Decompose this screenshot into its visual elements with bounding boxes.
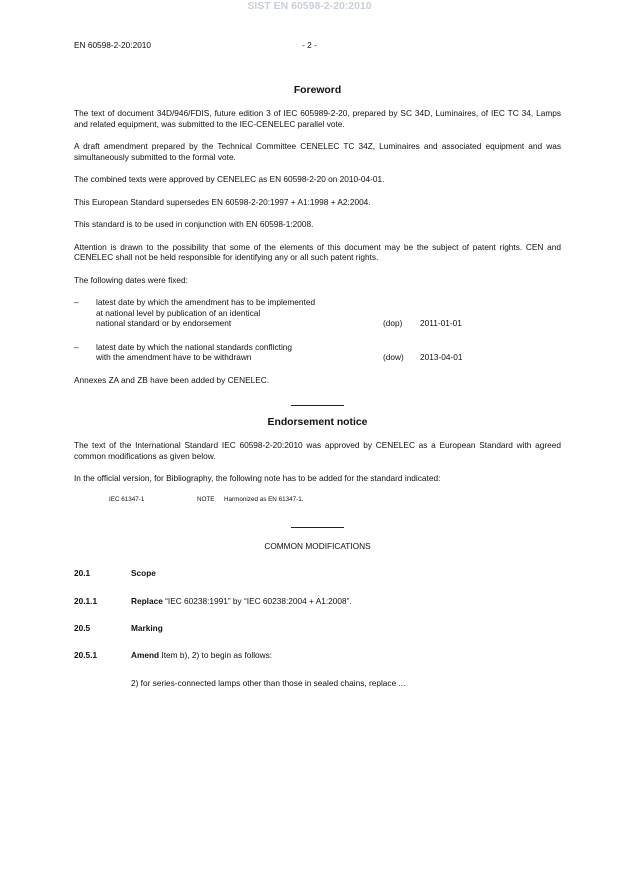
clause-number: 20.5.1 bbox=[74, 650, 98, 660]
clause-number: 20.1.1 bbox=[74, 596, 98, 606]
note-text: Harmonized as EN 61347-1. bbox=[224, 495, 304, 503]
date-item-dop bbox=[74, 297, 561, 329]
date-value: 2011-01-01 bbox=[420, 318, 462, 328]
endorsement-title: Endorsement notice bbox=[267, 417, 368, 428]
list-dash: – bbox=[74, 297, 79, 307]
date-description-line: latest date by which the national standards conflicting bbox=[96, 341, 293, 352]
clause-keyword: Replace bbox=[131, 596, 163, 606]
date-description-line: at national level by publication of an identical bbox=[96, 307, 261, 318]
modification-item bbox=[74, 596, 561, 607]
watermark: SIST EN 60598-2-20:2010 bbox=[247, 0, 372, 12]
section-divider bbox=[291, 405, 344, 406]
clause-keyword: Marking bbox=[131, 623, 163, 633]
clause-body bbox=[131, 623, 163, 634]
clause-text: Item b), 2) to begin as follows: bbox=[159, 650, 273, 660]
foreword-paragraph: The text of document 34D/946/FDIS, future edition 3 of IEC 605989-2-20, prepared by SC 34D, Luminaires, of IEC TC 34, Lamps and related equipment, was submitted to the IEC-CENELEC parallel vote. bbox=[74, 108, 561, 129]
date-description bbox=[96, 342, 381, 363]
list-dash: – bbox=[74, 341, 79, 352]
modification-item bbox=[74, 623, 561, 634]
header-doc-id: EN 60598-2-20:2010 bbox=[74, 40, 152, 50]
foreword-paragraph: The following dates were fixed: bbox=[74, 274, 188, 285]
modification-item bbox=[74, 568, 561, 579]
common-modifications-heading: COMMON MODIFICATIONS bbox=[264, 540, 371, 551]
modification-item bbox=[74, 650, 561, 661]
clause-keyword: Scope bbox=[131, 568, 156, 578]
note-standard: IEC 61347-1 bbox=[109, 495, 145, 503]
modification-subitem: 2) for series-connected lamps other than those in sealed chains, replace ... bbox=[131, 678, 406, 688]
foreword-paragraph: The combined texts were approved by CENELEC as EN 60598-2-20 on 2010-04-01. bbox=[74, 174, 385, 184]
clause-body bbox=[131, 568, 156, 579]
note-label: NOTE bbox=[197, 495, 215, 503]
clause-keyword: Amend bbox=[131, 650, 160, 660]
date-description-line: latest date by which the amendment has to be implemented bbox=[96, 297, 316, 307]
foreword-paragraph: A draft amendment prepared by the Technical Committee CENELEC TC 34Z, Luminaires and associated equipment and was simultaneously submitted to the formal vote. bbox=[74, 141, 561, 162]
endorsement-paragraph: The text of the International Standard IEC 60598-2-20:2010 was approved by CENELEC as a European Standard with agreed common modifications as given below. bbox=[74, 440, 561, 461]
section-divider bbox=[291, 527, 344, 528]
date-description-line: with the amendment have to be withdrawn bbox=[96, 352, 252, 362]
document-body bbox=[74, 84, 561, 689]
bibliography-note bbox=[109, 496, 561, 504]
endorsement-paragraph: In the official version, for Bibliography, the following note has to be added for the standard indicated: bbox=[74, 473, 441, 483]
dates-list bbox=[74, 297, 561, 363]
foreword-title: Foreword bbox=[293, 85, 342, 96]
clause-body bbox=[131, 596, 352, 607]
date-code: (dow) bbox=[383, 352, 404, 362]
date-item-dow bbox=[74, 342, 561, 363]
foreword-paragraph: This standard is to be used in conjunction with EN 60598-1:2008. bbox=[74, 219, 314, 229]
date-value: 2013-04-01 bbox=[420, 352, 463, 362]
date-code: (dop) bbox=[383, 318, 403, 328]
date-description bbox=[96, 297, 381, 329]
foreword-paragraph: Annexes ZA and ZB have been added by CENELEC. bbox=[74, 374, 270, 385]
page-number: - 2 - bbox=[302, 40, 317, 50]
clause-text: “IEC 60238:1991” by “IEC 60238:2004 + A1:2008”. bbox=[162, 596, 352, 606]
clause-body bbox=[131, 650, 272, 661]
date-description-line: national standard or by endorsement bbox=[96, 318, 232, 328]
foreword-paragraph: This European Standard supersedes EN 60598-2-20:1997 + A1:1998 + A2:2004. bbox=[74, 196, 371, 207]
foreword-paragraph: Attention is drawn to the possibility that some of the elements of this document may be the subject of patent rights. CEN and CENELEC shall not be held responsible for identifying any or all such patent rights. bbox=[74, 241, 561, 262]
clause-number: 20.1 bbox=[74, 568, 91, 578]
clause-number: 20.5 bbox=[74, 623, 91, 633]
